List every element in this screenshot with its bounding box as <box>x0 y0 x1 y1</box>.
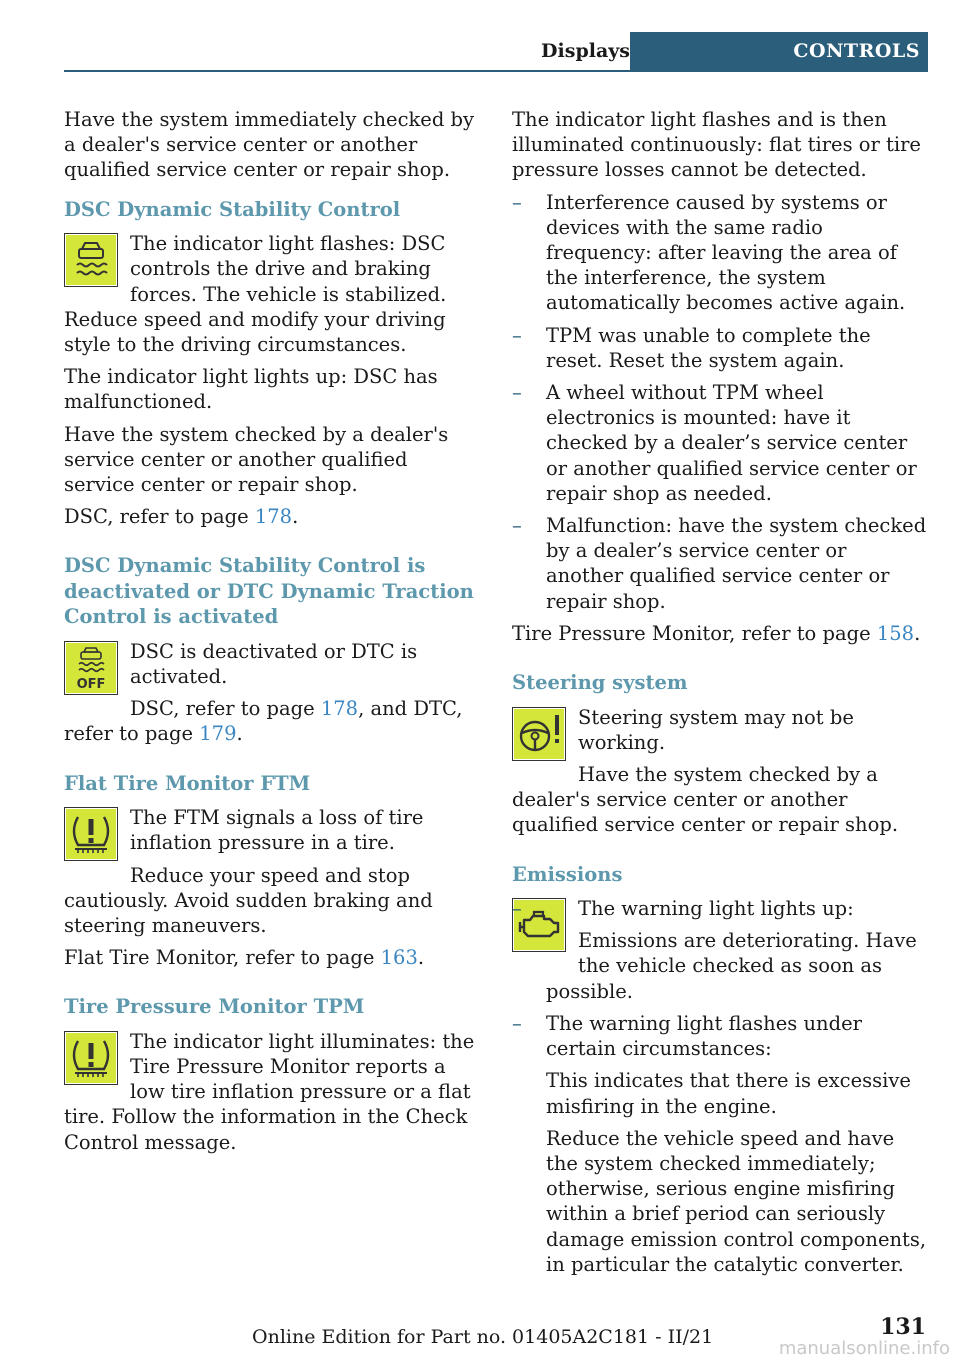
left-column <box>64 107 480 1162</box>
ref-text: Tire Pressure Monitor, refer to page <box>512 621 877 645</box>
steering-text-2: Have the system checked by a dealer's service center or another qualified service center or repair shop. <box>512 762 899 837</box>
page-link-163[interactable]: 163 <box>380 946 418 970</box>
tpm-heading: Tire Pressure Monitor TPM <box>64 995 365 1019</box>
dsc-heading: DSC Dynamic Stability Control <box>64 197 401 221</box>
ref-end: . <box>292 505 299 529</box>
ftm-text-2: Reduce your speed and stop cautiously. Avoid sudden braking and steering maneuvers. <box>64 863 433 937</box>
ref-end: . <box>914 621 921 645</box>
page-number: 131 <box>880 1314 926 1340</box>
off-label: OFF <box>76 676 106 692</box>
tpm-reference <box>512 621 928 646</box>
emissions-list-second <box>512 1011 928 1277</box>
section-title: Displays <box>541 40 630 62</box>
ref-text: DSC, refer to page <box>130 697 321 721</box>
ftm-reference <box>64 945 480 970</box>
watermark: manualsonline.info <box>778 1338 950 1359</box>
emissions-item-2-p2: Reduce the vehicle speed and have the system checked immediately; otherwise, serious engine misfiring within a brief period can seriously damage emission control components, in particular the catalytic converter. <box>546 1126 927 1276</box>
tpm-causes-list <box>512 190 928 614</box>
ftm-warning-icon <box>64 807 118 861</box>
steering-text-1: Steering system may not be working. <box>578 705 854 754</box>
dsc-off-heading: DSC Dynamic Stability Control is deactivated or DTC Dynamic Traction Control is activated <box>64 554 474 629</box>
dsc-text-2: The indicator light lights up: DSC has malfunctioned. <box>64 365 438 414</box>
steering-heading: Steering system <box>512 671 688 695</box>
page-link-178[interactable]: 178 <box>320 697 359 721</box>
edition-note: Online Edition for Part no. 01405A2C181 - II/21 <box>252 1326 714 1348</box>
dsc-off-text-1: DSC is deactivated or DTC is activated. <box>130 639 418 689</box>
ref-text: Flat Tire Monitor, refer to page <box>64 946 381 970</box>
tpm-text-1: The indicator light illuminates: the Tire Pressure Monitor reports a low tire inflation pressure or a flat tire. Follow the information in the Check Control message. <box>64 1029 475 1154</box>
emissions-item-1-title: The warning light lights up: <box>578 897 854 921</box>
dsc-indicator-icon <box>64 233 118 287</box>
ref-end: . <box>236 722 243 746</box>
ref-end: . <box>417 946 425 970</box>
page-link-178[interactable]: 178 <box>254 505 293 529</box>
chapter-tab: CONTROLS <box>630 32 928 70</box>
dsc-off-reference <box>64 696 480 746</box>
emissions-item-1-body: Emissions are deteriorating. Have the vehicle checked as soon as possible. <box>546 929 917 1003</box>
dsc-off-indicator-icon <box>64 641 118 695</box>
header-rule <box>64 70 928 72</box>
ftm-heading: Flat Tire Monitor FTM <box>64 771 311 795</box>
page-link-158[interactable]: 158 <box>876 621 915 645</box>
ref-text: , and DTC, refer to page <box>64 697 463 746</box>
list-item: – A wheel without TPM wheel electronics is mounted: have it checked by a dealer’s service center or another qualified service center or repair shop as needed. <box>512 380 928 506</box>
list-item <box>512 1011 928 1277</box>
tpm-warning-icon <box>64 1031 118 1085</box>
dsc-text-3: Have the system checked by a dealer's service center or another qualified service center or repair shop. <box>64 422 449 496</box>
emissions-item-2-p1: This indicates that there is excessive misfiring in the engine. <box>546 1069 911 1118</box>
list-item: – Interference caused by systems or devices with the same radio frequency: after leaving the area of the interference, the system automatically becomes active again. <box>512 190 928 316</box>
tpm-flash-paragraph: The indicator light flashes and is then illuminated continuously: flat tires or tire pressure losses cannot be detected. <box>512 108 921 182</box>
list-item: – TPM was unable to complete the reset. Reset the system again. <box>512 323 928 373</box>
dsc-text-1: The indicator light flashes: DSC controls the drive and braking forces. The vehicle is stabilized. Reduce speed and modify your driving style to the driving circumstances. <box>64 232 447 356</box>
emissions-list-first <box>512 896 928 1004</box>
page-footer <box>0 1310 960 1359</box>
list-item <box>512 896 928 1004</box>
right-column <box>512 107 928 1284</box>
emissions-heading: Emissions <box>512 862 623 886</box>
page-header <box>64 32 928 72</box>
dsc-reference <box>64 504 480 529</box>
intro-paragraph: Have the system immediately checked by a dealer's service center or another qualified service center or repair shop. <box>64 108 475 182</box>
emissions-item-2-title: The warning light flashes under certain circumstances: <box>546 1011 862 1061</box>
list-item: – Malfunction: have the system checked by a dealer’s service center or another qualified service center or repair shop. <box>512 513 928 614</box>
ref-text: DSC, refer to page <box>64 505 255 529</box>
ftm-text-1: The FTM signals a loss of tire inflation pressure in a tire. <box>130 806 424 855</box>
page-link-179[interactable]: 179 <box>199 722 237 746</box>
steering-warning-icon <box>512 707 566 761</box>
